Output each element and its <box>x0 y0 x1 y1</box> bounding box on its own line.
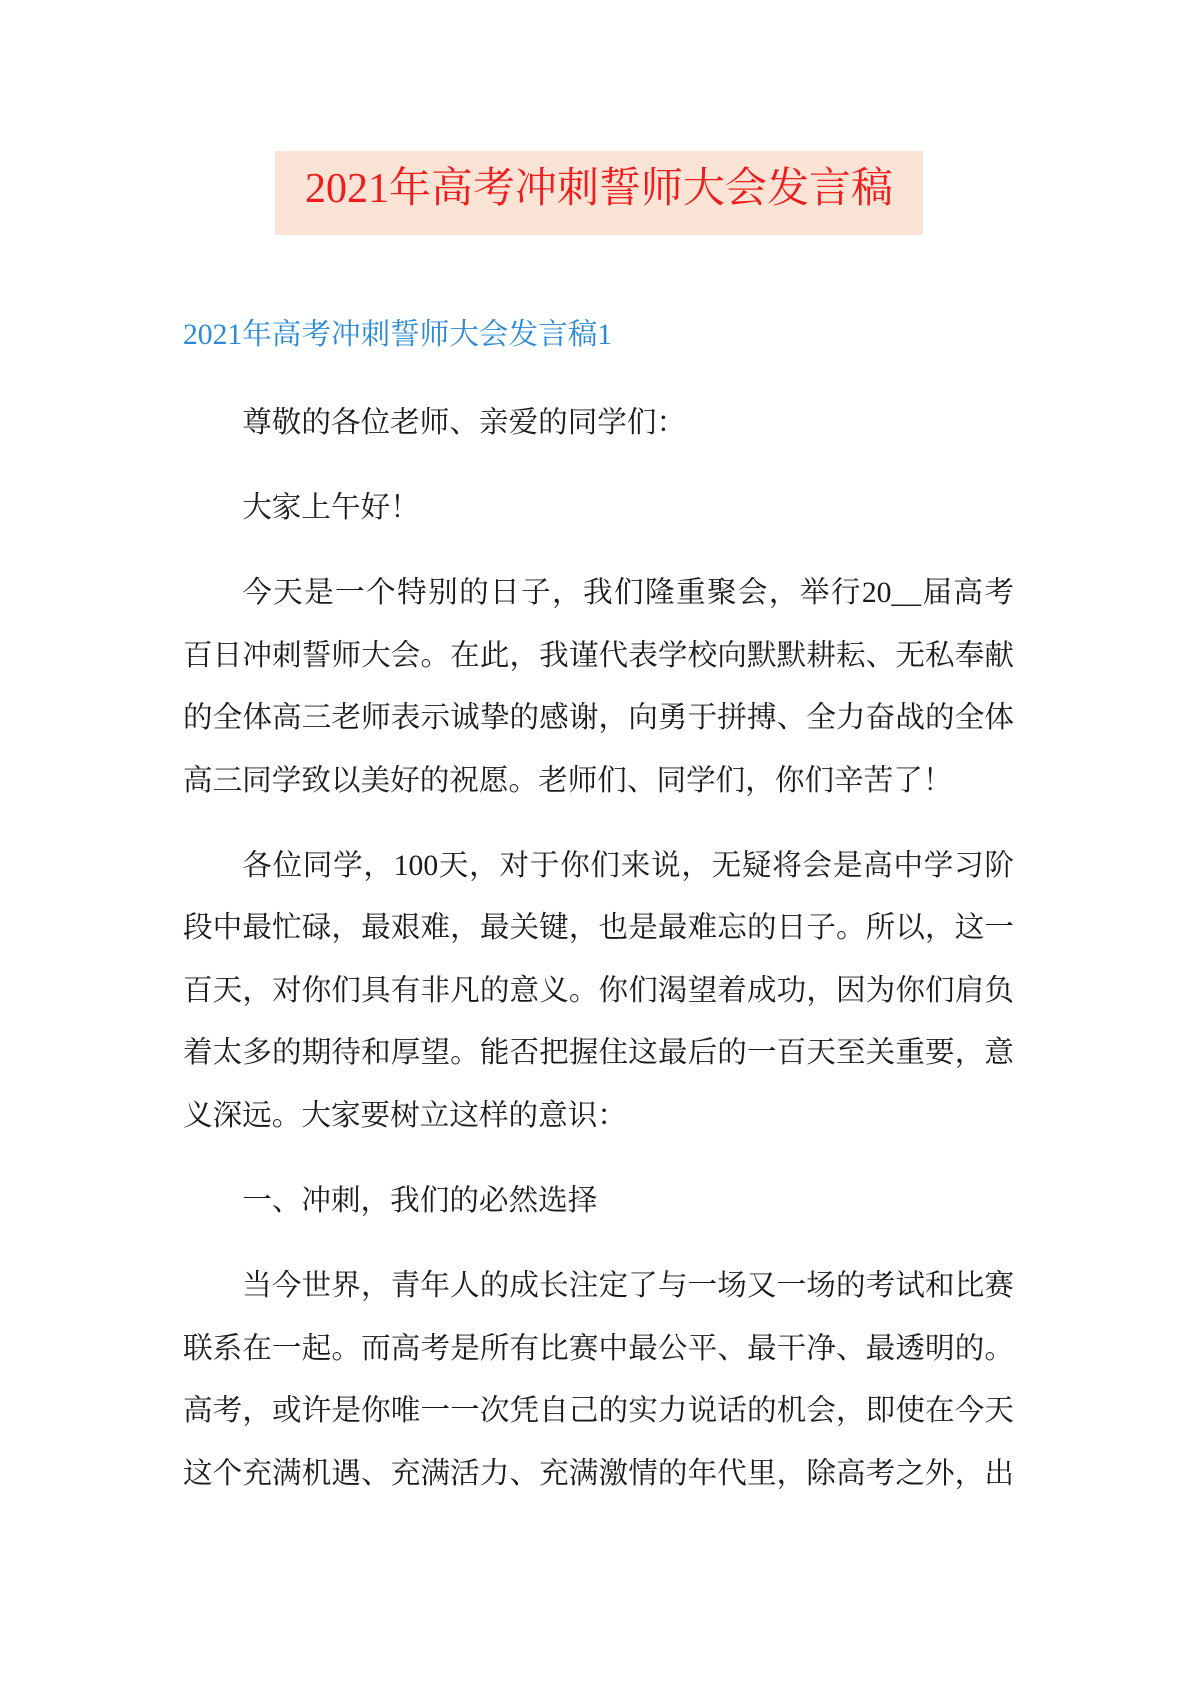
paragraph-salutation <box>183 392 1014 455</box>
section-heading: 2021年高考冲刺誓师大会发言稿1 <box>183 319 613 351</box>
paragraph-line: 联系在一起。而高考是所有比赛中最公平、最干净、最透明的。 <box>183 1332 1014 1365</box>
paragraph-line: 这个充满机遇、充满活力、充满激情的年代里，除高考之外，出 <box>183 1457 1014 1490</box>
paragraph-line: 高三同学致以美好的祝愿。老师们、同学们，你们辛苦了！ <box>183 764 953 797</box>
paragraph-line: 高考，或许是你唯一一次凭自己的实力说话的机会，即使在今天 <box>183 1395 1014 1428</box>
title-highlight <box>275 151 923 235</box>
paragraph-line: 段中最忙碌，最艰难，最关键，也是最难忘的日子。所以，这一 <box>183 912 1014 945</box>
paragraph <box>183 835 1014 1148</box>
paragraph-line: 一、冲刺，我们的必然选择 <box>242 1185 598 1218</box>
paragraph <box>183 562 1014 812</box>
paragraph-line: 各位同学，100天，对于你们来说，无疑将会是高中学习阶 <box>242 849 1014 882</box>
paragraph-line: 的全体高三老师表示诚挚的感谢，向勇于拼搏、全力奋战的全体 <box>183 702 1014 735</box>
paragraph-line: 尊敬的各位老师、亲爱的同学们： <box>242 406 687 439</box>
paragraph-line: 百天，对你们具有非凡的意义。你们渴望着成功，因为你们肩负 <box>183 974 1014 1007</box>
document-title: 2021年高考冲刺誓师大会发言稿 <box>304 166 893 212</box>
paragraph-line: 大家上午好！ <box>242 491 420 524</box>
paragraph <box>183 1255 1014 1505</box>
paragraph-line: 当今世界，青年人的成长注定了与一场又一场的考试和比赛 <box>242 1270 1014 1303</box>
paragraph-line: 今天是一个特别的日子，我们隆重聚会，举行20__届高考 <box>242 577 1014 610</box>
document-body <box>183 304 1014 1505</box>
paragraph-line: 百日冲刺誓师大会。在此，我谨代表学校向默默耕耘、无私奉献 <box>183 639 1014 672</box>
paragraph-greeting <box>183 477 1014 540</box>
paragraph-line: 着太多的期待和厚望。能否把握住这最后的一百天至关重要，意 <box>183 1037 1014 1070</box>
paragraph-line: 义深远。大家要树立这样的意识： <box>183 1099 627 1132</box>
paragraph-subheading <box>183 1170 1014 1233</box>
